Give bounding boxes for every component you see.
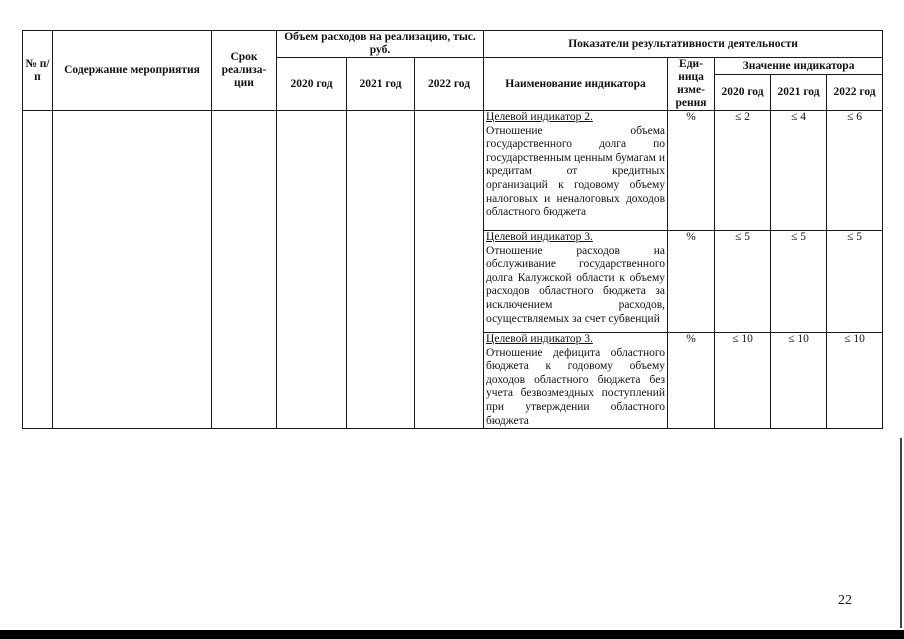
value-2020-cell: ≤ 2 [715,111,771,231]
value-2020-cell: ≤ 10 [715,333,771,429]
value-2021-cell: ≤ 10 [771,333,827,429]
table-row [23,111,883,231]
value-2022-cell: ≤ 5 [827,231,883,333]
header-content: Содержание мероприятия [53,31,212,111]
header-indicator-name: Наименование индикатора [484,58,668,111]
scan-edge-line [900,438,902,628]
indicator-name-cell [484,333,668,429]
indicator-description: Отношение объема государственного долга по государственным ценным бумагам и кредитам от кредитных организаций к годовому объему налоговых и неналоговых доходов областного бюджета [486,124,666,219]
scan-bottom-border [0,630,904,639]
indicator-name-cell [484,111,668,231]
header-value-year-2022: 2022 год [827,75,883,111]
indicator-description: Отношение дефицита областного бюджета к годовому объему доходов областного бюджета без учета безвозмездных поступлений при утверждении областного бюджета [486,346,666,427]
header-term: Срок реализа-ции [212,31,277,111]
header-unit: Еди-ница изме-рения [668,58,715,111]
value-2021-cell: ≤ 4 [771,111,827,231]
expense-2021-cell [347,111,415,429]
header-number: № п/п [23,31,53,111]
unit-cell: % [668,231,715,333]
indicator-title: Целевой индикатор 3. [486,333,593,345]
term-cell [212,111,277,429]
value-2022-cell: ≤ 6 [827,111,883,231]
expense-2020-cell [277,111,347,429]
expense-2022-cell [415,111,484,429]
value-2022-cell: ≤ 10 [827,333,883,429]
indicator-name-cell [484,231,668,333]
page-number: 22 [838,593,852,608]
content-cell [53,111,212,429]
header-value-year-2020: 2020 год [715,75,771,111]
unit-cell: % [668,333,715,429]
header-row-1 [23,31,883,58]
measures-table [22,30,883,429]
indicator-title: Целевой индикатор 2. [486,111,593,123]
indicator-description: Отношение расходов на обслуживание государственного долга Калужской области к объему расходов областного бюджета за исключением расходов, осуществляемых за счет субвенций [486,244,666,325]
unit-cell: % [668,111,715,231]
header-value-year-2021: 2021 год [771,75,827,111]
header-expense-year-2022: 2022 год [415,58,484,111]
value-2020-cell: ≤ 5 [715,231,771,333]
number-cell [23,111,53,429]
header-expenses: Объем расходов на реализацию, тыс. руб. [277,31,484,58]
header-expense-year-2020: 2020 год [277,58,347,111]
header-indicator-value: Значение индикатора [715,58,883,75]
value-2021-cell: ≤ 5 [771,231,827,333]
indicator-title: Целевой индикатор 3. [486,231,593,243]
header-expense-year-2021: 2021 год [347,58,415,111]
header-indicators: Показатели результативности деятельности [484,31,883,58]
